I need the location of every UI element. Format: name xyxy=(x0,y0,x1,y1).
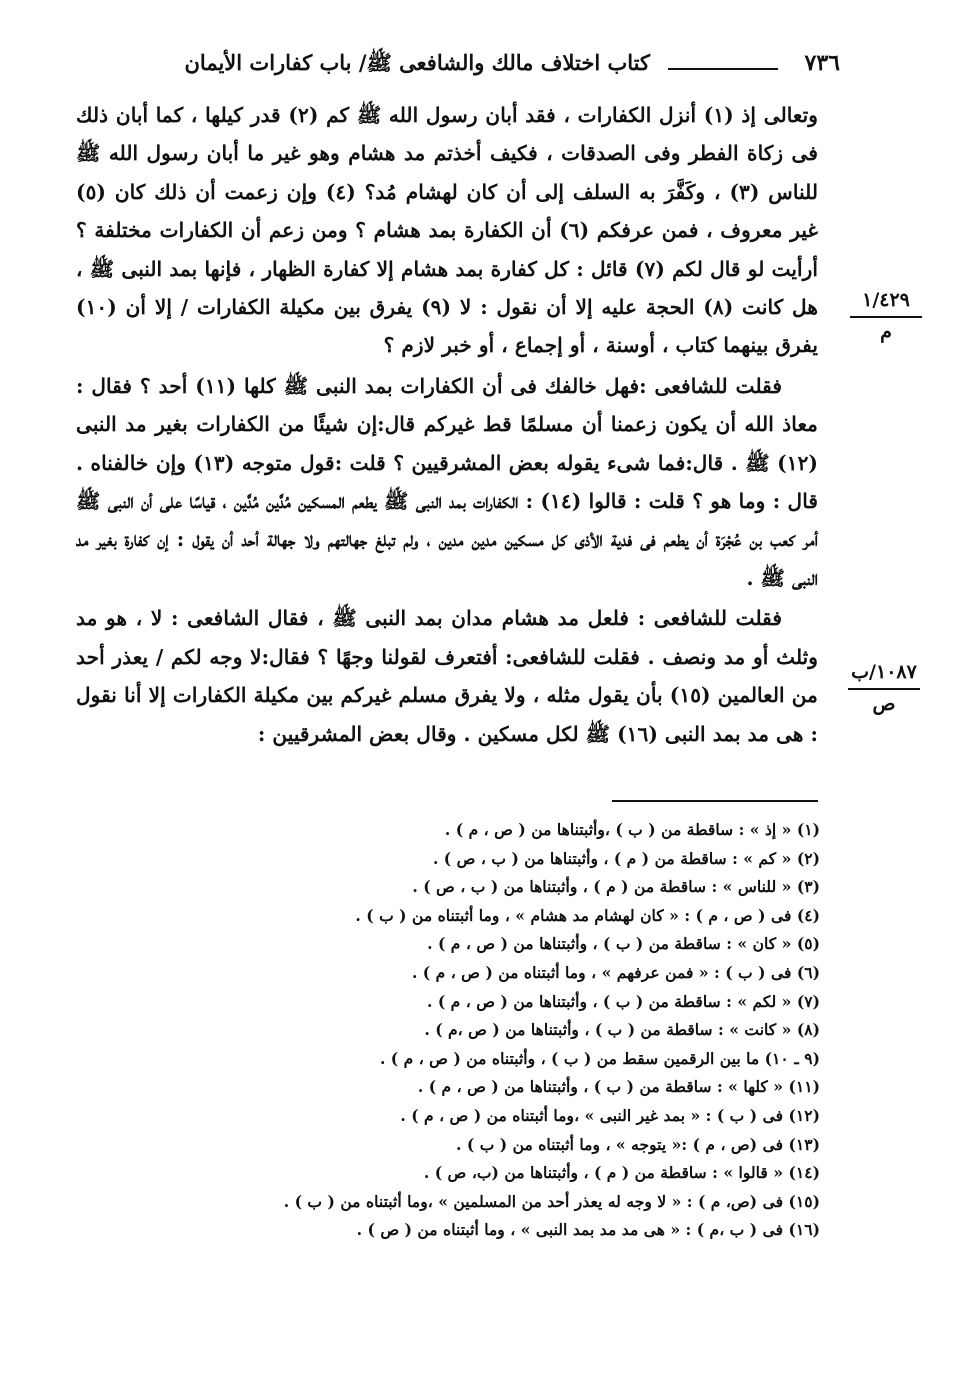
paragraph: فقلت للشافعى :فهل خالفك فى أن الكفارات بمد النبى ﷺ كلها (١١) أحد ؟ فقال : معاذ الله أن يكون زعمنا أن مسلمًا قط غيركم قال:إن شيئًا من الكفارات بغير مد النبى (١٢) ﷺ . قال:فما شىء يقوله بعض المشرقيين ؟ قلت :قول متوجه (١٣) وإن خالفناه . قال : وما هو ؟ قلت : قالوا (١٤) : الكفارات بمد النبى ﷺ يطعم المسكين مُدَّين مُدَّين ، قياسًا على أن النبى ﷺ أمر كعب بن عُجْرَة أن يطعم فى فدية الأذى كل مسكين مدين مدين ، ولم تبلغ جهالتهم ولا جهالة أحد أن يقول : إن كفارة بغير مد النبى ﷺ . xyxy=(76,373,818,590)
footnote: (٢) « كم » : ساقطة من ( م ) ، وأثبتناها من ( ب ، ص ) . xyxy=(432,848,820,868)
footnote: (٧) « لكم » : ساقطة من ( ب ) ، وأثبتناها من ( ص ، م ) . xyxy=(427,991,820,1011)
main-text xyxy=(76,96,818,753)
footnote: (١٦) فى ( ب ،م ) : « هى مد مد بمد النبى » ، وما أثبتناه من ( ص ) . xyxy=(356,1220,820,1240)
footnote: (٦) فى ( ب ) : « فمن عرفهم » ، وما أثبتناه من ( ص ، م ) . xyxy=(411,962,820,982)
footnote: (٣) « للناس » : ساقطة من ( م ) ، وأثبتناها من ( ب ، ص ) . xyxy=(412,877,820,897)
page-number: ٧٣٦ xyxy=(804,50,840,76)
page-header xyxy=(80,46,840,86)
footnote: (١٥) فى (ص، م ) : « لا وجه له يعذر أحد من المسلمين » ،وما أثبتناه من ( ب ) . xyxy=(283,1191,820,1211)
footnote: (١١) « كلها » : ساقطة من ( ب ) ، وأثبتناها من ( ص ، م ) . xyxy=(417,1077,820,1097)
margin-note-siglum: ص xyxy=(872,693,896,715)
footnote: (٤) فى ( ص ، م ) : « كان لهشام مد هشام » ، وما أثبتناه من ( ب ) . xyxy=(355,905,820,925)
footnote: (٩ ـ ١٠) ما بين الرقمين سقط من ( ب ) ، وأثبتناه من ( ص ، م ) . xyxy=(379,1048,820,1068)
margin-note xyxy=(850,288,922,344)
margin-note-folio: ١٠٨٧/ب xyxy=(848,660,920,690)
margin-note-folio: ١/٤٢٩ xyxy=(850,288,922,318)
footnote: (١٤) « قالوا » : ساقطة من ( م ) ، وأثبتناها من (ب، ص ) . xyxy=(423,1163,820,1183)
margin-note xyxy=(848,660,920,716)
footnote-separator xyxy=(612,800,818,802)
header-rule xyxy=(668,68,778,70)
footnote: (٥) « كان » : ساقطة من ( ب ) ، وأثبتناها من ( ص ، م ) . xyxy=(427,934,820,954)
footnote: (١٢) فى ( ب ) : « بمد غير النبى » ،وما أثبتناه من ( ص ، م ) . xyxy=(400,1105,820,1125)
footnotes xyxy=(180,816,820,1245)
footnote: (١٣) فى (ص ، م ) :« يتوجه » ، وما أثبتناه من ( ب ) . xyxy=(456,1134,820,1154)
footnote: (٨) « كانت » : ساقطة من ( ب ) ، وأثبتناها من ( ص ،م ) . xyxy=(424,1020,820,1040)
footnote: (١) « إذ » : ساقطة من ( ب ) ،وأثبتناها من ( ص ، م ) . xyxy=(444,820,820,839)
paragraph: فقلت للشافعى : فلعل مد هشام مدان بمد النبى ﷺ ، فقال الشافعى : لا ، هو مد وثلث أو مد ونصف . فقلت للشافعى: أفتعرف لقولنا وجهًا ؟ فقال:لا وجه لكم / يعذر أحد من العالمين (١٥) بأن يقول مثله ، ولا يفرق مسلم غيركم بين مكيلة الكفارات إلا أنا نقول : هى مد بمد النبى (١٦) ﷺ لكل مسكين . وقال بعض المشرقيين : xyxy=(76,606,818,746)
running-title: كتاب اختلاف مالك والشافعى ﷺ/ باب كفارات الأيمان xyxy=(184,50,650,75)
margin-note-siglum: م xyxy=(880,321,892,343)
paragraph: وتعالى إذ (١) أنزل الكفارات ، فقد أبان رسول الله ﷺ كم (٢) قدر كيلها ، كما أبان ذلك فى زكاة الفطر وفى الصدقات ، فكيف أخذتم مد هشام وهو غير ما أبان رسول الله ﷺ للناس (٣) ، وكَفَّرَ به السلف إلى أن كان لهشام مُد؟ (٤) وإن زعمت أن ذلك كان (٥) غير معروف ، فمن عرفكم (٦) أن الكفارة بمد هشام ؟ ومن زعم أن الكفارات مختلفة ؟ أرأيت لو قال لكم (٧) قائل : كل كفارة بمد هشام إلا كفارة الظهار ، فإنها بمد النبى ﷺ ، هل كانت (٨) الحجة عليه إلا أن نقول : لا (٩) يفرق بين مكيلة الكفارات / إلا أن (١٠) يفرق بينهما كتاب ، أوسنة ، أو إجماع ، أو خبر لازم ؟ xyxy=(76,103,818,358)
